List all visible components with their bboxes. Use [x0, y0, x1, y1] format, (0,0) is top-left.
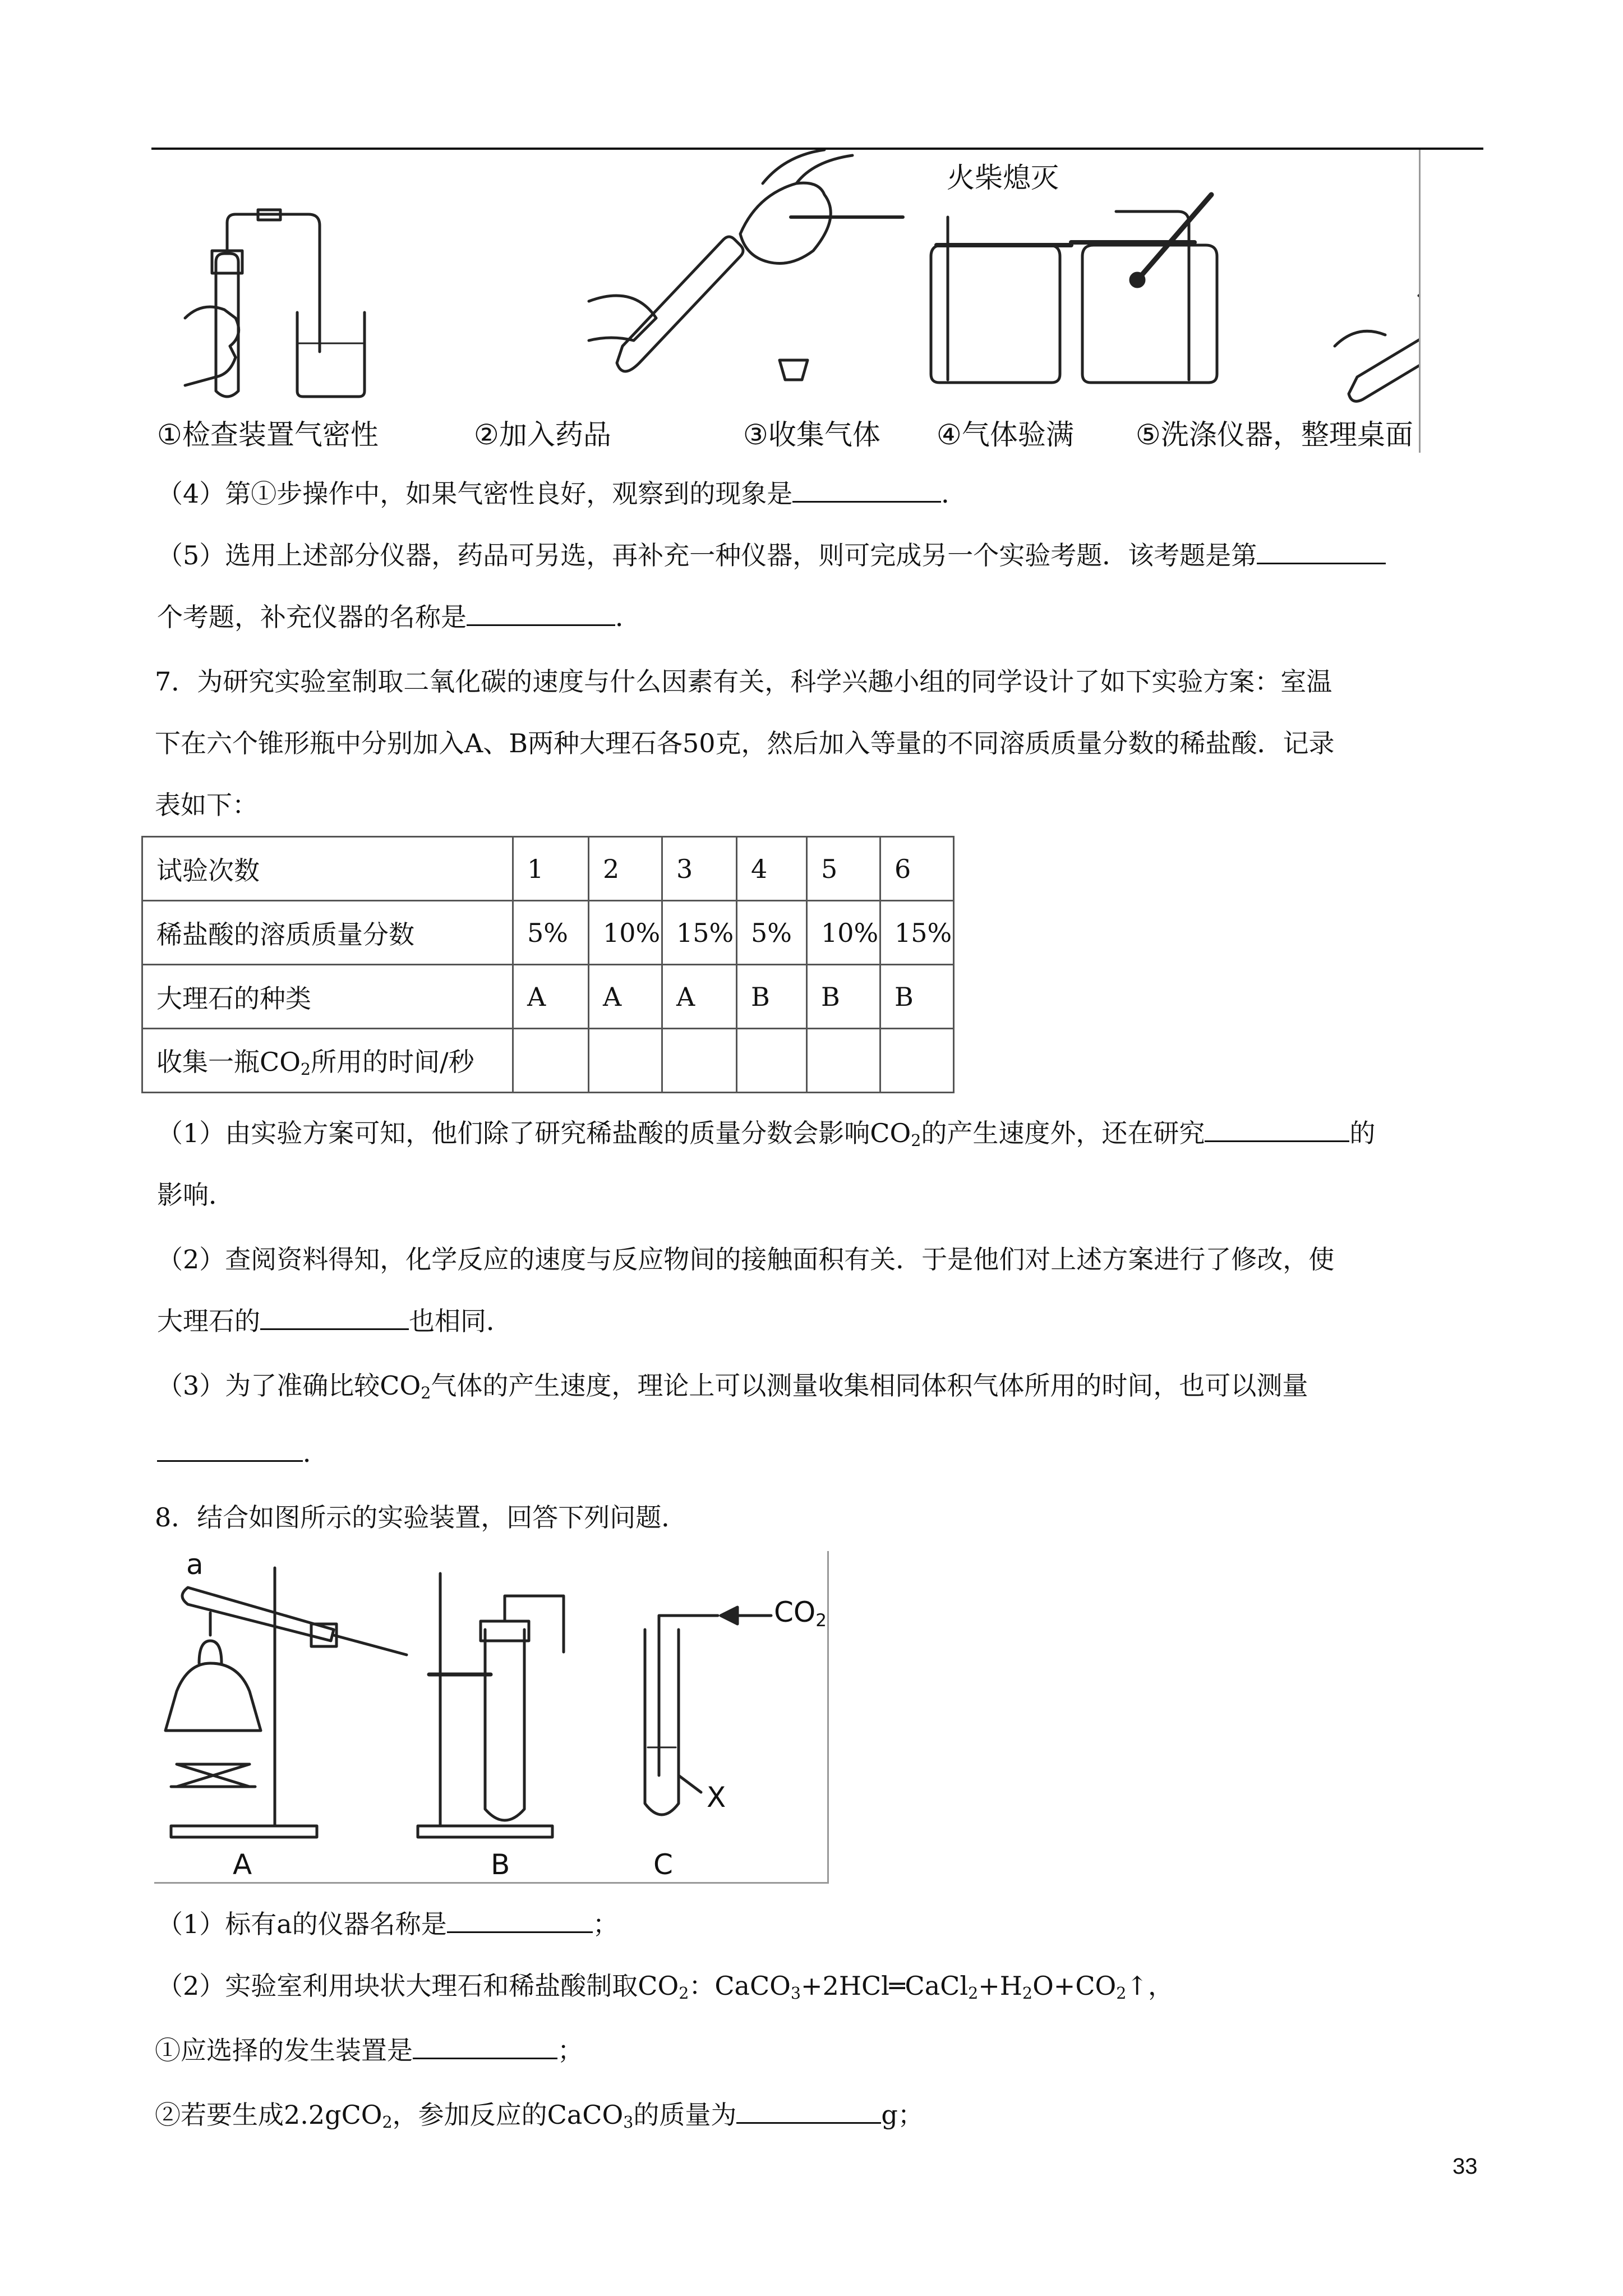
apparatus-label-a: A [233, 1848, 252, 1881]
table-row-label: 稀盐酸的溶质质量分数 [142, 901, 513, 965]
label-co2-text: CO [774, 1596, 816, 1628]
apparatus-drawing [154, 1551, 827, 1882]
table-row [142, 1029, 954, 1093]
subscript: 2 [1116, 1984, 1127, 2003]
table-cell: B [880, 965, 954, 1029]
text: ，参加反应的CaCO [392, 2100, 624, 2130]
text: ：CaCO [689, 1971, 791, 2001]
table-cell[interactable] [807, 1029, 880, 1093]
q6-part4 [157, 477, 967, 510]
subscript: 2 [911, 1131, 921, 1151]
q6-part5-text-2a: 个考题，补充仪器的名称是 [157, 602, 467, 632]
text: （1）标有a的仪器名称是 [157, 1909, 447, 1939]
step-label-5: ⑤洗涤仪器，整理桌面 [1136, 418, 1413, 451]
answer-blank[interactable] [157, 1437, 303, 1462]
caption-match-out: 火柴熄灭 [947, 162, 1059, 194]
table-cell: 10% [589, 901, 662, 965]
table-cell: 15% [880, 901, 954, 965]
text: +H [978, 1971, 1022, 2001]
q6-part5-line2 [157, 600, 641, 634]
q7-intro-3: 表如下： [155, 790, 258, 820]
q7-part2-line2 [157, 1304, 512, 1338]
text: ； [557, 2035, 583, 2065]
table-cell[interactable] [589, 1029, 662, 1093]
table-cell[interactable] [880, 1029, 954, 1093]
subscript: 3 [623, 2113, 634, 2132]
answer-blank[interactable] [736, 2099, 881, 2124]
text: ↑， [1126, 1971, 1174, 2001]
q7-part1-line1 [157, 1116, 1375, 1158]
subscript: 2 [1022, 1984, 1033, 2003]
subscript: 2 [421, 1384, 431, 1403]
label-a: a [186, 1548, 204, 1581]
answer-blank[interactable] [413, 2035, 557, 2059]
apparatus-label-b: B [491, 1848, 510, 1881]
q8-intro: 8．结合如图所示的实验装置，回答下列问题． [155, 1502, 688, 1533]
table-cell: B [737, 965, 807, 1029]
q6-part4-end: ． [941, 478, 967, 509]
table-row [142, 901, 954, 965]
table-row-label: 试验次数 [142, 837, 513, 901]
text: 气体的产生速度，理论上可以测量收集相同体积气体所用的时间，也可以测量 [431, 1370, 1308, 1401]
subscript: 2 [382, 2113, 393, 2132]
subscript: 2 [300, 1060, 311, 1079]
q7-part1-line2: 影响． [157, 1180, 234, 1210]
text: （2）实验室利用块状大理石和稀盐酸制取CO [157, 1971, 679, 2001]
text: （1）由实验方案可知，他们除了研究稀盐酸的质量分数会影响CO [157, 1118, 911, 1148]
answer-blank[interactable] [260, 1305, 409, 1330]
table-cell: B [807, 965, 880, 1029]
text: ②若要生成2.2gCO [155, 2100, 382, 2130]
table-row-label [142, 1029, 513, 1093]
table-cell[interactable] [737, 1029, 807, 1093]
q8-sub2 [155, 2098, 924, 2139]
step-label-3: ③收集气体 [743, 418, 880, 451]
page-number: 33 [1453, 2154, 1478, 2179]
table-row [142, 837, 954, 901]
q8-sub1 [155, 2033, 583, 2067]
answer-blank[interactable] [447, 1908, 593, 1933]
table-cell: A [662, 965, 737, 1029]
label-co2 [774, 1596, 827, 1631]
text: +2HCl═CaCl [801, 1971, 969, 2001]
q7-record-table [141, 836, 955, 1093]
label-part: 所用的时间/秒 [311, 1047, 474, 1078]
table-cell: A [589, 965, 662, 1029]
table-cell: 5% [513, 901, 589, 965]
label-part: 收集一瓶CO [156, 1047, 301, 1078]
subscript: 3 [790, 1984, 801, 2003]
step-label-2: ②加入药品 [474, 418, 611, 451]
q6-part5-text-2b: ． [615, 602, 641, 632]
step-label-1: ①检查装置气密性 [157, 418, 379, 451]
answer-blank[interactable] [1205, 1117, 1349, 1142]
q7-part2-line1: （2）查阅资料得知，化学反应的速度与反应物间的接触面积有关．于是他们对上述方案进行了修改，使 [157, 1244, 1335, 1274]
subscript: 2 [968, 1984, 979, 2003]
text: （3）为了准确比较CO [157, 1370, 421, 1401]
q7-intro-1: 7．为研究实验室制取二氧化碳的速度与什么因素有关，科学兴趣小组的同学设计了如下实验方案：室温 [155, 666, 1332, 697]
table-cell: 4 [737, 837, 807, 901]
table-cell: 6 [880, 837, 954, 901]
figure-experiment-steps [151, 150, 1421, 453]
q8-part2 [157, 1969, 1174, 2010]
table-cell: 3 [662, 837, 737, 901]
table-cell[interactable] [662, 1029, 737, 1093]
table-cell: 2 [589, 837, 662, 901]
q7-part3-line2 [157, 1436, 329, 1470]
q7-part3-line1 [157, 1369, 1308, 1410]
q6-part4-text: （4）第①步操作中，如果气密性良好，观察到的现象是 [157, 478, 793, 509]
subscript: 2 [679, 1984, 689, 2003]
table-cell: 5 [807, 837, 880, 901]
text: 的质量为 [633, 2100, 737, 2130]
table-row [142, 965, 954, 1029]
q8-part1 [157, 1907, 619, 1941]
q6-part5-text: （5）选用上述部分仪器，药品可另选，再补充一种仪器，则可完成另一个实验考题．该考题是第 [157, 540, 1257, 570]
text: O+CO [1032, 1971, 1117, 2001]
answer-blank[interactable] [792, 478, 941, 503]
text: 也相同． [409, 1306, 512, 1336]
figure-lab-apparatus [154, 1548, 829, 1884]
text: ； [592, 1909, 619, 1939]
table-cell: 15% [662, 901, 737, 965]
text: 大理石的 [157, 1306, 260, 1336]
text: 的产生速度外，还在研究 [921, 1118, 1205, 1148]
subscript: 2 [815, 1610, 827, 1631]
q6-part5-line1 [157, 539, 1489, 572]
text: g； [881, 2100, 924, 2130]
step-label-4: ④气体验满 [937, 418, 1074, 451]
table-cell: A [513, 965, 589, 1029]
text: ． [303, 1438, 329, 1468]
table-cell: 1 [513, 837, 589, 901]
apparatus-label-c: C [653, 1848, 673, 1881]
label-x: X [707, 1781, 726, 1814]
table-row-label: 大理石的种类 [142, 965, 513, 1029]
table-cell[interactable] [513, 1029, 589, 1093]
table-cell: 5% [737, 901, 807, 965]
q7-intro-2: 下在六个锥形瓶中分别加入A、B两种大理石各50克，然后加入等量的不同溶质质量分数的稀盐酸．记录 [155, 728, 1335, 758]
answer-blank[interactable] [467, 601, 615, 626]
answer-blank[interactable] [1257, 540, 1386, 564]
text: 的 [1349, 1118, 1376, 1148]
table-cell: 10% [807, 901, 880, 965]
figure-steps-drawing [151, 150, 1419, 453]
text: ①应选择的发生装置是 [155, 2035, 413, 2065]
